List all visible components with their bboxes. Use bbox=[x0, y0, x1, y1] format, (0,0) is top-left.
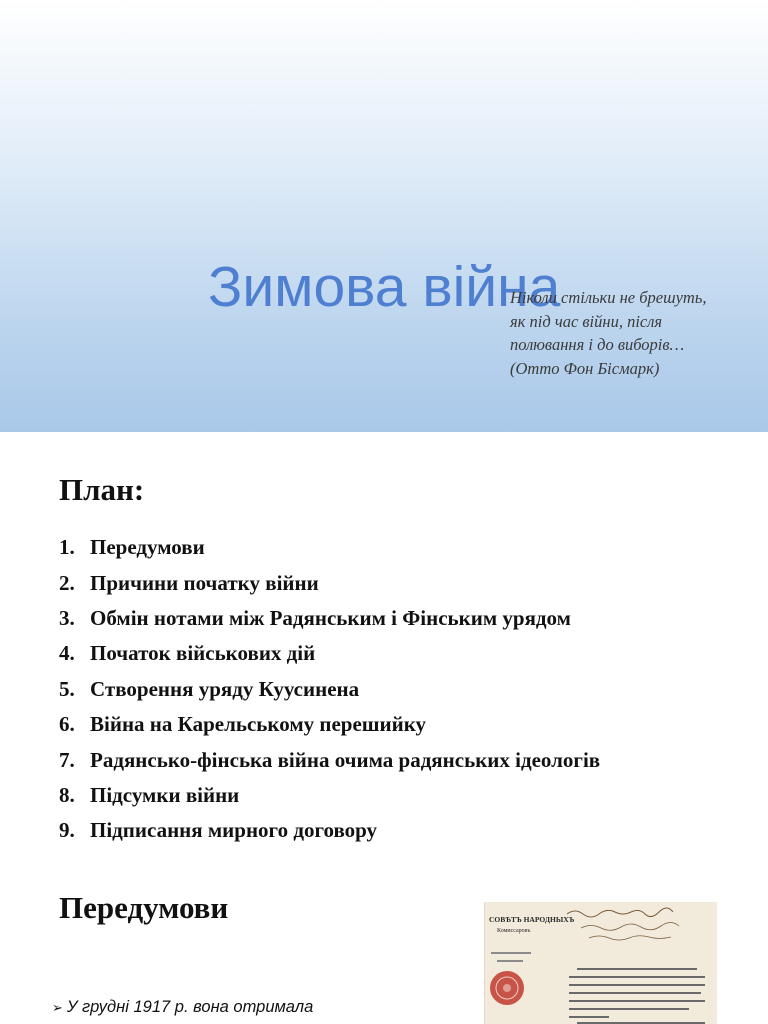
bullet-item bbox=[52, 996, 313, 1019]
section-heading: Передумови bbox=[59, 890, 229, 925]
plan-item-number: 7. bbox=[59, 747, 75, 772]
plan-heading: План: bbox=[59, 472, 145, 507]
epigraph-line: Ніколи стільки не брешуть, bbox=[510, 288, 707, 307]
plan-item-number: 3. bbox=[59, 605, 75, 630]
plan-item-text: Створення уряду Куусинена bbox=[90, 676, 360, 701]
epigraph-attribution: (Отто Фон Бісмарк) bbox=[510, 358, 660, 378]
document-drawing bbox=[485, 902, 717, 1024]
plan-item-text: Причини початку війни bbox=[90, 570, 319, 595]
plan-item-text: Підсумки війни bbox=[90, 782, 240, 807]
plan-item-number: 6. bbox=[59, 712, 75, 737]
plan-list-item bbox=[59, 778, 600, 813]
arrow-bullet-icon: ➢ bbox=[52, 1000, 63, 1015]
plan-list-item bbox=[59, 565, 600, 600]
epigraph-line: полювання і до виборів… bbox=[510, 335, 685, 354]
plan-item-text: Початок військових дій bbox=[90, 641, 316, 666]
plan-item-number: 9. bbox=[59, 818, 75, 843]
plan-item-text: Обмін нотами між Радянським і Фінським урядом bbox=[90, 605, 571, 630]
plan-list bbox=[59, 530, 600, 849]
background-slide bbox=[0, 864, 768, 1024]
plan-slide bbox=[0, 432, 768, 864]
plan-item-text: Підписання мирного договору bbox=[90, 818, 378, 843]
document-header-line: СОВѢТЪ НАРОДНЫХЪ bbox=[489, 915, 575, 924]
plan-item-number: 5. bbox=[59, 676, 75, 701]
plan-item-number: 2. bbox=[59, 570, 75, 595]
plan-list-item bbox=[59, 530, 600, 565]
plan-item-number: 8. bbox=[59, 782, 75, 807]
plan-item-text: Радянсько-фінська війна очима радянських ідеологів bbox=[90, 747, 601, 772]
slide-title: Зимова війна bbox=[208, 255, 561, 319]
plan-list-item bbox=[59, 601, 600, 636]
bullet-text: У грудні 1917 р. вона отримала bbox=[66, 998, 314, 1016]
epigraph-quote bbox=[510, 286, 760, 380]
plan-list-item bbox=[59, 636, 600, 671]
plan-item-text: Війна на Карельському перешийку bbox=[90, 712, 427, 737]
plan-list-item bbox=[59, 813, 600, 848]
plan-item-number: 1. bbox=[59, 535, 75, 560]
historical-document-image bbox=[484, 902, 717, 1024]
document-header-line: Комиссаровъ bbox=[497, 928, 531, 934]
plan-list-item bbox=[59, 707, 600, 742]
plan-item-text: Передумови bbox=[90, 535, 205, 560]
title-slide bbox=[0, 0, 768, 432]
epigraph-line: як під час війни, після bbox=[510, 311, 663, 331]
plan-item-number: 4. bbox=[59, 641, 75, 666]
plan-list-item bbox=[59, 672, 600, 707]
plan-list-item bbox=[59, 742, 600, 777]
